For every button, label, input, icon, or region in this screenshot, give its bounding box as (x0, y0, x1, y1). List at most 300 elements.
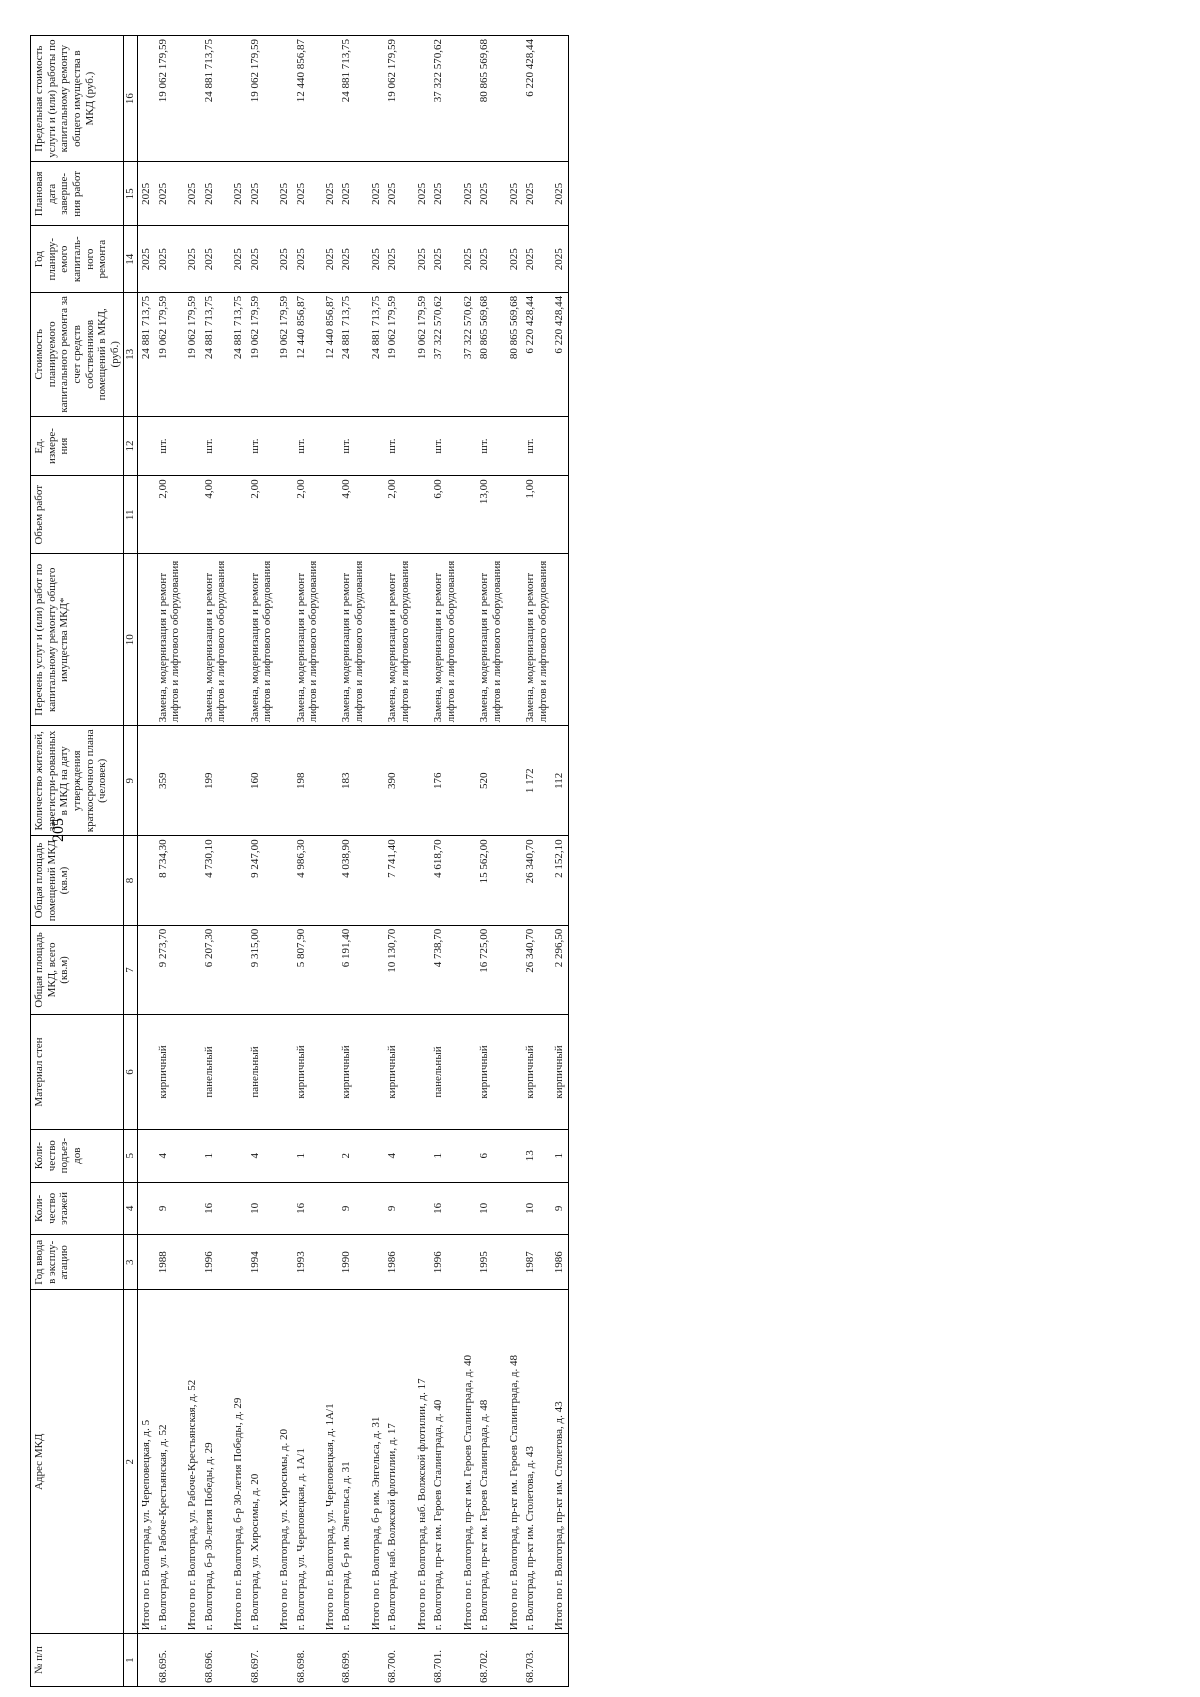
table-cell: Итого по г. Волгоград, пр-кт им. Героев Сталинграда, д. 48 (506, 1290, 523, 1634)
table-cell: Итого по г. Волгоград, наб. Волжской флотилии, д. 17 (414, 1290, 431, 1634)
table-cell: 2025 (368, 162, 385, 226)
table-cell (184, 1015, 201, 1130)
table-cell: 2025 (476, 162, 505, 226)
table-cell: 6 220 428,44 (522, 292, 551, 416)
column-number: 1 (124, 1634, 138, 1687)
table-cell: 2025 (247, 226, 276, 292)
table-cell: 68.700. (384, 1634, 413, 1687)
table-cell (184, 1235, 201, 1290)
table-cell: 24 881 713,75 (201, 292, 230, 416)
column-header: Год ввода в эксплу-атацию (31, 1235, 124, 1290)
table-cell (184, 1634, 201, 1687)
column-header: Количество жителей, зарегистри-рованных в МКД на дату утверждения краткосрочного плана (человек) (31, 726, 124, 836)
table-cell: 24 881 713,75 (230, 292, 247, 416)
table-row (522, 36, 551, 1687)
table-cell (322, 925, 339, 1014)
table-cell: кирпичный (293, 1015, 322, 1130)
table-cell: 1986 (384, 1235, 413, 1290)
table-cell (414, 1015, 431, 1130)
table-cell: 2025 (430, 226, 459, 292)
table-cell (368, 416, 385, 476)
table-cell: 2025 (293, 226, 322, 292)
total-row (460, 36, 477, 1687)
table-cell: шт. (293, 416, 322, 476)
table-cell: 112 (551, 726, 568, 836)
table-cell: 1988 (155, 1235, 184, 1290)
table-cell: 68.703. (522, 1634, 551, 1687)
table-cell: 68.695. (155, 1634, 184, 1687)
table-cell: 9 (384, 1182, 413, 1235)
table-cell: 19 062 179,59 (155, 292, 184, 416)
table-cell (138, 36, 155, 162)
table-cell: 4 (155, 1129, 184, 1182)
table-cell: Итого по г. Волгоград, б-р им. Энгельса, д. 31 (368, 1290, 385, 1634)
total-row (138, 36, 155, 1687)
table-row (201, 36, 230, 1687)
table-cell (138, 476, 155, 554)
table-cell: 359 (155, 726, 184, 836)
table-cell: 2025 (368, 226, 385, 292)
table-cell: 2025 (460, 162, 477, 226)
column-number: 16 (124, 36, 138, 162)
table-cell: Итого по г. Волгоград, пр-кт им. Героев Сталинграда, д. 40 (460, 1290, 477, 1634)
table-cell (138, 726, 155, 836)
table-cell: панельный (247, 1015, 276, 1130)
table-cell: 24 881 713,75 (368, 292, 385, 416)
table-cell (184, 1129, 201, 1182)
table-cell: 19 062 179,59 (247, 36, 276, 162)
table-cell: 2025 (384, 226, 413, 292)
total-row (551, 36, 568, 1687)
table-body (138, 36, 569, 1687)
table-cell: 4 (247, 1129, 276, 1182)
table-cell: 1986 (551, 1235, 568, 1290)
table-cell (368, 1182, 385, 1235)
table-cell: 2025 (155, 226, 184, 292)
table-cell: 199 (201, 726, 230, 836)
column-number: 11 (124, 476, 138, 554)
table-cell (230, 1235, 247, 1290)
table-cell (368, 554, 385, 726)
table-cell: шт. (522, 416, 551, 476)
column-number: 3 (124, 1235, 138, 1290)
total-row (184, 36, 201, 1687)
column-number: 12 (124, 416, 138, 476)
table-cell (414, 1129, 431, 1182)
table-cell: 1996 (430, 1235, 459, 1290)
table-cell: 6 220 428,44 (522, 36, 551, 162)
table-cell (230, 1015, 247, 1130)
table-cell: 9 247,00 (247, 836, 276, 925)
table-cell: кирпичный (155, 1015, 184, 1130)
table-cell (506, 554, 523, 726)
table-cell (276, 1129, 293, 1182)
table-cell: шт. (384, 416, 413, 476)
table-cell (184, 476, 201, 554)
table-row (384, 36, 413, 1687)
table-cell (368, 925, 385, 1014)
table-cell (276, 36, 293, 162)
column-number: 9 (124, 726, 138, 836)
column-header: Общая площадь МКД, всего (кв.м) (31, 925, 124, 1014)
table-cell: 6 (476, 1129, 505, 1182)
table-cell (460, 925, 477, 1014)
column-number: 4 (124, 1182, 138, 1235)
table-row (247, 36, 276, 1687)
table-cell: 2025 (430, 162, 459, 226)
table-cell (276, 925, 293, 1014)
table-cell (184, 416, 201, 476)
table-cell (276, 416, 293, 476)
table-cell (506, 1129, 523, 1182)
table-cell (506, 1182, 523, 1235)
table-cell: 68.696. (201, 1634, 230, 1687)
column-header: Общая площадь помещений МКД (кв.м) (31, 836, 124, 925)
table-cell: Замена, модернизация и ремонт лифтов и лифтового оборудования (155, 554, 184, 726)
table-cell: 2,00 (384, 476, 413, 554)
table-cell (322, 554, 339, 726)
table-cell: 24 881 713,75 (138, 292, 155, 416)
table-row (293, 36, 322, 1687)
table-cell (138, 1634, 155, 1687)
table-cell: 16 725,00 (476, 925, 505, 1014)
table-cell: 2025 (184, 162, 201, 226)
table-cell (460, 1015, 477, 1130)
table-cell: кирпичный (522, 1015, 551, 1130)
table-cell (322, 416, 339, 476)
table-cell: 19 062 179,59 (384, 36, 413, 162)
column-header: Ед. измере-ния (31, 416, 124, 476)
table-cell (414, 1235, 431, 1290)
table-cell: 68.701. (430, 1634, 459, 1687)
table-cell: 1 (293, 1129, 322, 1182)
table-cell: Итого по г. Волгоград, пр-кт им. Столетова, д. 43 (551, 1290, 568, 1634)
table-cell (230, 554, 247, 726)
table-cell (460, 1235, 477, 1290)
table-cell: 2025 (201, 162, 230, 226)
table-cell (414, 726, 431, 836)
table-cell: 24 881 713,75 (201, 36, 230, 162)
table-cell: 12 440 856,87 (293, 36, 322, 162)
table-cell (460, 1129, 477, 1182)
table-cell: кирпичный (338, 1015, 367, 1130)
table-cell (368, 1015, 385, 1130)
table-cell (138, 1129, 155, 1182)
table-cell: 80 865 569,68 (506, 292, 523, 416)
column-header: Коли-чество этажей (31, 1182, 124, 1235)
table-cell (184, 36, 201, 162)
table-cell: шт. (201, 416, 230, 476)
table-cell: 2025 (522, 226, 551, 292)
table-cell: 2025 (138, 162, 155, 226)
column-number: 7 (124, 925, 138, 1014)
table-cell: 12 440 856,87 (322, 292, 339, 416)
table-cell (138, 554, 155, 726)
column-number: 2 (124, 1290, 138, 1634)
table-cell: 2025 (338, 162, 367, 226)
table-cell: 19 062 179,59 (184, 292, 201, 416)
table-cell: г. Волгоград, пр-кт им. Героев Сталинграда, д. 48 (476, 1290, 505, 1634)
table-cell (276, 1235, 293, 1290)
table-cell: 4 986,30 (293, 836, 322, 925)
table-cell: г. Волгоград, пр-кт им. Героев Сталинграда, д. 40 (430, 1290, 459, 1634)
table-cell: г. Волгоград, ул. Рабоче-Крестьянская, д. 52 (155, 1290, 184, 1634)
table-cell: 2 (338, 1129, 367, 1182)
table-cell: 2025 (276, 226, 293, 292)
table-cell: 2,00 (293, 476, 322, 554)
column-header: № п/п (31, 1634, 124, 1687)
table-cell: 9 (338, 1182, 367, 1235)
table-cell: Итого по г. Волгоград, б-р 30-летия Победы, д. 29 (230, 1290, 247, 1634)
table-header-row (31, 36, 124, 1687)
table-cell: 19 062 179,59 (414, 292, 431, 416)
table-cell: 2025 (322, 162, 339, 226)
table-cell: 2025 (476, 226, 505, 292)
column-header: Перечень услуг и (или) работ по капитальному ремонту общего имущества МКД* (31, 554, 124, 726)
column-number-row (124, 36, 138, 1687)
table-cell: 2025 (551, 162, 568, 226)
table-cell (322, 1182, 339, 1235)
table-cell: г. Волгоград, б-р им. Энгельса, д. 31 (338, 1290, 367, 1634)
table-cell (460, 554, 477, 726)
table-cell: Замена, модернизация и ремонт лифтов и лифтового оборудования (338, 554, 367, 726)
table-cell: 68.698. (293, 1634, 322, 1687)
table-cell: 26 340,70 (522, 836, 551, 925)
table-cell (368, 836, 385, 925)
table-cell: 10 130,70 (384, 925, 413, 1014)
table-cell: 68.699. (338, 1634, 367, 1687)
table-cell (506, 1015, 523, 1130)
table-cell: 1 (430, 1129, 459, 1182)
table-cell: 4 038,90 (338, 836, 367, 925)
column-number: 10 (124, 554, 138, 726)
table-cell: г. Волгоград, ул. Хиросимы, д. 20 (247, 1290, 276, 1634)
table-cell: 1994 (247, 1235, 276, 1290)
table-cell (230, 1182, 247, 1235)
table-cell: 2025 (201, 226, 230, 292)
table-cell: Итого по г. Волгоград, ул. Хиросимы, д. 20 (276, 1290, 293, 1634)
table-cell (138, 416, 155, 476)
table-cell (322, 836, 339, 925)
table-cell: 2 152,10 (551, 836, 568, 925)
table-cell: 80 865 569,68 (476, 292, 505, 416)
table-cell: 1993 (293, 1235, 322, 1290)
table-cell: Замена, модернизация и ремонт лифтов и лифтового оборудования (476, 554, 505, 726)
table-cell: 37 322 570,62 (430, 292, 459, 416)
total-row (414, 36, 431, 1687)
table-cell (414, 836, 431, 925)
total-row (322, 36, 339, 1687)
table-cell (230, 36, 247, 162)
table-cell: Замена, модернизация и ремонт лифтов и лифтового оборудования (522, 554, 551, 726)
table-cell (551, 1634, 568, 1687)
table-cell (138, 836, 155, 925)
table-cell (368, 36, 385, 162)
table-cell (276, 476, 293, 554)
table-cell: 2025 (414, 226, 431, 292)
table-cell: 9 273,70 (155, 925, 184, 1014)
table-cell: 2025 (460, 226, 477, 292)
table-row (476, 36, 505, 1687)
table-cell: Замена, модернизация и ремонт лифтов и лифтового оборудования (430, 554, 459, 726)
column-number: 13 (124, 292, 138, 416)
table-cell (460, 476, 477, 554)
table-cell (276, 1182, 293, 1235)
table-cell: шт. (338, 416, 367, 476)
table-cell: 1 172 (522, 726, 551, 836)
table-cell (506, 726, 523, 836)
table-cell: 6 191,40 (338, 925, 367, 1014)
column-header: Объем работ (31, 476, 124, 554)
column-header: Материал стен (31, 1015, 124, 1130)
table-cell: 4 730,10 (201, 836, 230, 925)
table-cell: кирпичный (384, 1015, 413, 1130)
table-cell: Замена, модернизация и ремонт лифтов и лифтового оборудования (384, 554, 413, 726)
column-number: 15 (124, 162, 138, 226)
table-cell (184, 726, 201, 836)
table-cell: г. Волгоград, наб. Волжской флотилии, д. 17 (384, 1290, 413, 1634)
column-header: Адрес МКД (31, 1290, 124, 1634)
table-cell (506, 476, 523, 554)
table-cell (184, 1182, 201, 1235)
table-cell: 2025 (138, 226, 155, 292)
table-cell: панельный (430, 1015, 459, 1130)
table-cell (322, 36, 339, 162)
table-cell (506, 836, 523, 925)
table-cell: 4 618,70 (430, 836, 459, 925)
total-row (276, 36, 293, 1687)
table-cell (138, 925, 155, 1014)
table-cell: г. Волгоград, пр-кт им. Столетова, д. 43 (522, 1290, 551, 1634)
table-cell: 1987 (522, 1235, 551, 1290)
table-cell: 2 296,50 (551, 925, 568, 1014)
table-cell (368, 726, 385, 836)
table-cell (414, 36, 431, 162)
table-cell (506, 36, 523, 162)
table-cell: шт. (155, 416, 184, 476)
column-header: Коли-чество подъез-дов (31, 1129, 124, 1182)
table-cell: 5 807,90 (293, 925, 322, 1014)
total-row (368, 36, 385, 1687)
table-cell: 6 220 428,44 (551, 292, 568, 416)
table-cell: кирпичный (476, 1015, 505, 1130)
table-cell: 160 (247, 726, 276, 836)
table-cell: 183 (338, 726, 367, 836)
table-cell (230, 925, 247, 1014)
table-cell: Замена, модернизация и ремонт лифтов и лифтового оборудования (247, 554, 276, 726)
table-cell: 9 315,00 (247, 925, 276, 1014)
table-cell (322, 1015, 339, 1130)
table-cell: 2025 (276, 162, 293, 226)
table-cell: 198 (293, 726, 322, 836)
table-cell (368, 1235, 385, 1290)
table-cell: 9 (551, 1182, 568, 1235)
table-cell: 68.702. (476, 1634, 505, 1687)
table-cell (322, 1235, 339, 1290)
table-cell: г. Волгоград, ул. Череповецкая, д. 1А/1 (293, 1290, 322, 1634)
table-cell: 1990 (338, 1235, 367, 1290)
table-cell (460, 726, 477, 836)
table-cell: 2025 (247, 162, 276, 226)
table-cell: 37 322 570,62 (430, 36, 459, 162)
table-cell: 10 (522, 1182, 551, 1235)
table-cell (460, 36, 477, 162)
column-number: 5 (124, 1129, 138, 1182)
table-cell: 2025 (322, 226, 339, 292)
column-number: 14 (124, 226, 138, 292)
table-cell (551, 476, 568, 554)
table-cell: 10 (247, 1182, 276, 1235)
table-cell: 2025 (338, 226, 367, 292)
table-cell (230, 1634, 247, 1687)
table-cell: 8 734,30 (155, 836, 184, 925)
table-cell (551, 554, 568, 726)
table-cell (322, 1129, 339, 1182)
table-cell: шт. (430, 416, 459, 476)
table-cell: 176 (430, 726, 459, 836)
total-row (506, 36, 523, 1687)
table-cell: 13 (522, 1129, 551, 1182)
column-number: 6 (124, 1015, 138, 1130)
table-cell (138, 1182, 155, 1235)
total-row (230, 36, 247, 1687)
table-cell: 1 (201, 1129, 230, 1182)
table-cell: 12 440 856,87 (293, 292, 322, 416)
table-cell: 2025 (184, 226, 201, 292)
capital-repair-table (30, 35, 569, 1687)
table-cell (414, 416, 431, 476)
table-cell: панельный (201, 1015, 230, 1130)
table-cell: 15 562,00 (476, 836, 505, 925)
table-cell: 9 (155, 1182, 184, 1235)
table-cell (506, 1634, 523, 1687)
table-cell: шт. (476, 416, 505, 476)
table-cell (460, 836, 477, 925)
table-cell (276, 836, 293, 925)
table-cell: Замена, модернизация и ремонт лифтов и лифтового оборудования (201, 554, 230, 726)
table-cell (414, 476, 431, 554)
table-cell: г. Волгоград, б-р 30-летия Победы, д. 29 (201, 1290, 230, 1634)
table-cell: 6,00 (430, 476, 459, 554)
column-header: Стоимость планируемого капитального ремонта за счет средств собственников помещений в МКД, (руб.) (31, 292, 124, 416)
table-cell: 4 738,70 (430, 925, 459, 1014)
table-cell: 16 (293, 1182, 322, 1235)
table-cell (414, 554, 431, 726)
table-cell: 2025 (230, 162, 247, 226)
table-cell: 2,00 (155, 476, 184, 554)
table-cell (230, 1129, 247, 1182)
table-cell: 68.697. (247, 1634, 276, 1687)
table-cell: 2025 (384, 162, 413, 226)
table-cell (230, 416, 247, 476)
column-header: Плановая дата заверше-ния работ (31, 162, 124, 226)
table-cell: 520 (476, 726, 505, 836)
table-cell: 6 207,30 (201, 925, 230, 1014)
table-cell: 19 062 179,59 (155, 36, 184, 162)
table-cell (460, 1182, 477, 1235)
table-cell: Итого по г. Волгоград, ул. Рабоче-Крестьянская, д. 52 (184, 1290, 201, 1634)
table-row (338, 36, 367, 1687)
table-cell (368, 1129, 385, 1182)
column-header: Предельная стоимость услуги и (или) работы по капитальному ремонту общего имущества в МКД (руб.) (31, 36, 124, 162)
table-cell (368, 1634, 385, 1687)
table-row (430, 36, 459, 1687)
table-cell: Замена, модернизация и ремонт лифтов и лифтового оборудования (293, 554, 322, 726)
table-cell: 7 741,40 (384, 836, 413, 925)
table-cell (184, 554, 201, 726)
table-cell: 390 (384, 726, 413, 836)
table-cell: Итого по г. Волгоград, ул. Череповецкая, д. 5 (138, 1290, 155, 1634)
